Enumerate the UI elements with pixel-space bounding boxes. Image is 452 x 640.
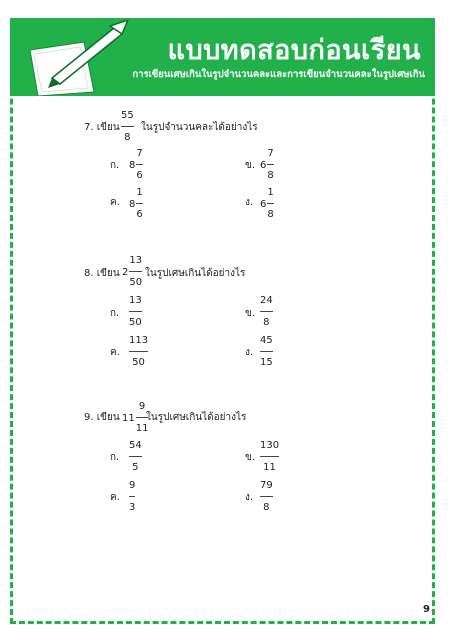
choice-d-answer[interactable]: 6 $\frac{1}{8}$ <box>260 187 274 220</box>
choice-d-answer[interactable]: 79 8 <box>260 480 273 513</box>
choice-label[interactable]: ค. <box>110 197 120 208</box>
question-text: ในรูปเศษเกินได้อย่างไร <box>145 268 246 279</box>
choice-label[interactable]: ค. <box>110 347 120 358</box>
choice-label[interactable]: ข. <box>245 452 256 463</box>
question-text: ในรูปจำนวนคละได้อย่างไร <box>141 122 258 133</box>
header-banner <box>10 18 435 96</box>
choice-c-answer[interactable]: 8 $\frac{1}{6}$ <box>129 187 143 220</box>
given-mixed-number: 11 $\frac{9}{11}$ <box>122 401 149 434</box>
page-subtitle: การเขียนเศษเกินในรูปจำนวนคละและการเขียนจำนวนคละในรูปเศษเกิน <box>132 69 425 80</box>
question-label: 8. เขียน <box>84 268 120 279</box>
choice-label[interactable]: ก. <box>110 452 120 463</box>
given-fraction: 55 8 <box>121 110 134 143</box>
choice-a-answer[interactable]: 13 50 <box>129 295 142 328</box>
choice-label[interactable]: ก. <box>110 160 120 171</box>
page-number: 9 <box>423 604 430 615</box>
choice-a-answer[interactable]: 54 5 <box>129 440 142 473</box>
choice-c-answer[interactable]: 9 3 <box>129 480 136 513</box>
question-text: ในรูปเศษเกินได้อย่างไร <box>146 412 247 423</box>
pen-paper-icon <box>22 20 132 100</box>
choice-label[interactable]: ข. <box>245 308 256 319</box>
choice-label[interactable]: ง. <box>245 492 254 503</box>
page-title: แบบทดสอบก่อนเรียน <box>167 35 421 66</box>
choice-label[interactable]: ข. <box>245 160 256 171</box>
choice-c-answer[interactable]: 113 50 <box>129 335 149 368</box>
question-label: 7. เขียน <box>84 122 120 133</box>
choice-d-answer[interactable]: 45 15 <box>260 335 273 368</box>
choice-label[interactable]: ก. <box>110 308 120 319</box>
page-border <box>10 18 435 624</box>
choice-b-answer[interactable]: 130 11 <box>260 440 280 473</box>
choice-label[interactable]: ค. <box>110 492 120 503</box>
choice-a-answer[interactable]: 8 $\frac{7}{6}$ <box>129 148 143 181</box>
given-mixed-number: 2 $\frac{13}{50}$ <box>122 255 143 288</box>
question-label: 9. เขียน <box>84 412 120 423</box>
choice-b-answer[interactable]: 24 8 <box>260 295 273 328</box>
choice-label[interactable]: ง. <box>245 197 254 208</box>
choice-b-answer[interactable]: 6 $\frac{7}{8}$ <box>260 148 274 181</box>
choice-label[interactable]: ง. <box>245 347 254 358</box>
